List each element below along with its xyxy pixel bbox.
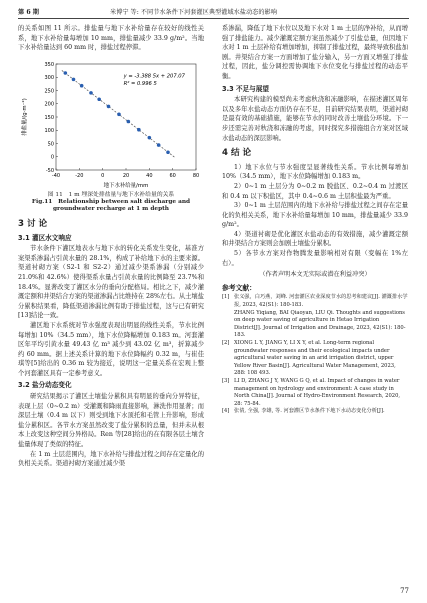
right-column: [222, 24, 408, 416]
reference-text: 张义强，白巧燕，刘峰. 河套灌区农业深度节水的思考和建议[J]. 灌溉排水学报, 2023, 42(S1): 180-183.: [234, 294, 408, 309]
paragraph: 灌区地下水系统对节水强度表现出明显的线性关系，节水比例每增加 10%（34.5 mm），地下水位降幅增加 0.183 m。河套灌区年平均引黄水量 49.43 亿 m³ 减少到 43.02 亿 m³，折算减少约 60 mm。据上述关系计算的地下水位降幅约 0.32 m，与崔佳琪等[5]给出的 0.36 m 较为接近，说明这一定量关系在宏观上整个河套灌区具有一定参考意义。: [18, 321, 204, 377]
reference-number: [1]: [222, 294, 230, 301]
y-tick-label: 0: [50, 154, 54, 161]
figure-caption-en: Fig.11 Relationship between salt discharge and: [31, 198, 191, 205]
y-tick-label: 250: [44, 88, 54, 95]
data-point: [117, 112, 121, 116]
running-title: 米博宁 等: 不同节水条件下河套灌区典型灌域水盐动态的影响: [110, 9, 277, 16]
data-point: [64, 71, 68, 75]
paragraph: 节水条件下灌区地表水与地下水的转化关系发生变化，基准方案渠系渗漏占引黄水量的 28.1%，构成了补给地下水的主要来源。渠道衬砌方案（S2-1 和 S2-2）通过减少渠系渗漏（分别减少 21.0%和 42.6%）使得渠系水量占引黄水量的比例降至 23.7%和 18.4%。显著改变了灌区水分的垂向分配格局。相比之下，减少灌溉定额和井渠结合方案的渠道渗漏占比维持在 28%左右。从土壤盐分累积结果看，降低渠道渗漏比例有助于排盐过程，这与已有研究[13]结论一致。: [18, 245, 205, 320]
x-tick-label: -40: [51, 172, 61, 179]
data-point: [97, 97, 101, 101]
y-tick-label: 200: [44, 101, 54, 108]
x-tick-label: 0: [101, 172, 105, 179]
conclusion-item: 3）0~1 m 土层范围内的地下水补给与排盐过程之间存在定量化的负相关关系，地下水补给量每增加 10 mm，排盐量减少 33.9 g/m²。: [222, 202, 408, 229]
section-heading: 4 结 论: [222, 148, 252, 159]
page-number: 77: [400, 587, 409, 595]
x-tick-label: 60: [169, 172, 176, 179]
x-tick-label: 40: [146, 172, 153, 179]
y-tick-label: -50: [45, 167, 54, 174]
subsection-heading: 3.3 不足与展望: [222, 84, 269, 93]
plot-frame: [56, 64, 196, 170]
data-point: [137, 128, 141, 132]
x-tick-label: 20: [122, 172, 130, 179]
data-point: [127, 119, 131, 123]
y-tick-label: 50: [47, 141, 54, 148]
data-point: [166, 150, 170, 154]
conclusion-item: 4）渠道衬砌是优化灌区水盐动态的有效措施，减少灌溉定额和井渠结合方案则会加剧土壤盐分累积。: [222, 230, 408, 248]
data-point: [107, 104, 111, 108]
reference-list: [222, 294, 408, 416]
x-axis-label: 地下水补给量/mm: [103, 182, 149, 189]
conclusion-item: 2）0~1 m 土层分为 0~0.2 m 脱盐区、0.2~0.4 m 过渡区和 0.4 m 以下积盐区，其中 0.4~0.6 m 土层积盐最为严重。: [222, 182, 408, 200]
paragraph: 本研究构建的模型尚未考虑秋浇和冻融影响，在描述灌区周年以及多年水盐动态方面仍存在不足，目前研究结果表明，渠道衬砌是最有效的基础措施，能够在节水的同时改善土壤盐分环境。下一步还需完善对秋浇和冻融的考虑，同时探究多措施组合方案对区域水盐动态的深层影响。: [222, 96, 408, 142]
conclusion-item: 1）地下水位与节水强度呈显著线性关系。节水比例每增加 10%（34.5 mm），地下水位降幅增加 0.183 m。: [222, 163, 408, 181]
figure-caption-zh: 图 11 1 m 埋深处排盐量与地下水补给量的关系: [47, 191, 175, 198]
figure-caption-en-line2: groundwater recharge at 1 m depth: [52, 206, 170, 213]
y-tick-label: 150: [44, 114, 54, 121]
data-point: [89, 91, 93, 95]
issue-number: 第 6 期: [18, 9, 39, 16]
reference-text: ZHANG Yiqiang, BAI Qiaoyan, LIU Qi. Thoughts and suggestions on deep water saving of agriculture in Hetao Irrigation District[J]. Journal of Irrigation and Drainage, 2023, 42(S1): 180-183.: [234, 309, 406, 339]
data-point: [157, 143, 161, 147]
paragraph: 在 1 m 土层范围内，地下水补给与排盐过程之间存在定量化的负相关关系。渠道衬砌方案通过减少渠: [18, 450, 204, 468]
paragraph: 的关系如图 11 所示。排盐量与地下水补给量存在较好的线性关系，地下水补给量每增加 10 mm，排盐量减少 33.9 g/m²。当地下水补给量达到 60 mm 时，排盐过程停滞。: [18, 25, 204, 52]
regression-equation: y = -3.388 5x + 207.07: [123, 73, 185, 80]
left-column: [18, 24, 204, 469]
reference-number: [222, 310, 234, 340]
conflict-statement: （作者声明本文无实际或潜在利益冲突）: [259, 271, 371, 279]
reference-item: [222, 378, 408, 408]
reference-text: 张倩, 全强, 李雄, 等. 河套灌区节水条件下地下水动态变化分析[J].: [234, 408, 385, 415]
data-point: [148, 136, 152, 140]
x-tick-label: -20: [75, 172, 84, 179]
reference-number: [3]: [222, 377, 230, 384]
y-tick-label: 350: [44, 61, 54, 68]
subsection-heading: 3.2 盐分动态变化: [18, 381, 72, 390]
reference-item: [222, 310, 408, 340]
reference-item: [222, 340, 408, 378]
references-heading: 参考文献：: [222, 283, 256, 292]
conclusion-item: 5）各节水方案对作物腾发量影响相对有限（变幅在 1%左右）。: [222, 250, 408, 267]
page-header: [18, 6, 409, 19]
subsection-heading: 3.1 灌区水文响应: [18, 233, 72, 242]
y-axis-label: 排盐量/(g·m⁻²): [22, 97, 28, 136]
paragraph: 研究结果揭示了灌区土壤盐分累积具有明显的垂向分异特征，表现上层（0~0.2 m）受灌溉和降雨直接影响，淋洗作用显著；而深层土壤（0.4 m 以下）则受到地下水顶托和毛管上升影响，形成盐分累积区。各节水方案虽然改变了盐分累积的总量，但并未从根本上改变这种空间分异格局。Ren 等[28]给出的在有限各层土壤含盐量体现了类似的特征。: [18, 393, 204, 449]
reference-item: [222, 408, 408, 416]
y-tick-label: 100: [44, 127, 54, 134]
reference-number: [4]: [222, 408, 230, 415]
section-heading: 3 讨 论: [18, 218, 48, 229]
reference-text: XIONG L Y, JIANG Y, LI X Y, et al. Long-term regional groundwater responses and their ecological impacts under agricultural water saving in an arid irrigation district, upper Yellow River Basin[J]. Agricultural Water Management, 2023, 288: 108 493.: [234, 340, 396, 377]
reference-text: LI D, ZHANG J Y, WANG G Q, et al. Impact of changes in water management on hydrology and environment: A case study in North China[J]. Journal of Hydro-Environment Research, 2020, 28: 75-84.: [234, 377, 401, 407]
data-point: [72, 77, 76, 81]
reference-item: [222, 294, 408, 309]
r-squared: R² = 0.996 5: [123, 80, 157, 87]
scatter-chart: [18, 56, 204, 190]
figure-11: [18, 56, 204, 190]
x-tick-label: 80: [192, 172, 200, 179]
paragraph: 系渗漏，降低了地下水位以及地下水对 1 m 土层的净补给，从而增强了排盐能力。减少灌溉定额方案虽然减少了引盐总量，但因地下水对 1 m 土层补给有增加增加，抑制了排盐过程，最终导致积盐加剧。井渠结合方案一方面增加了盐分输入，另一方面又增强了排盐过程，因此，盐分调控需协调地下水位变化与排盐过程的动态平衡。: [222, 25, 408, 80]
data-point: [80, 84, 84, 88]
reference-number: [2]: [222, 340, 230, 346]
y-tick-label: 300: [44, 74, 54, 81]
